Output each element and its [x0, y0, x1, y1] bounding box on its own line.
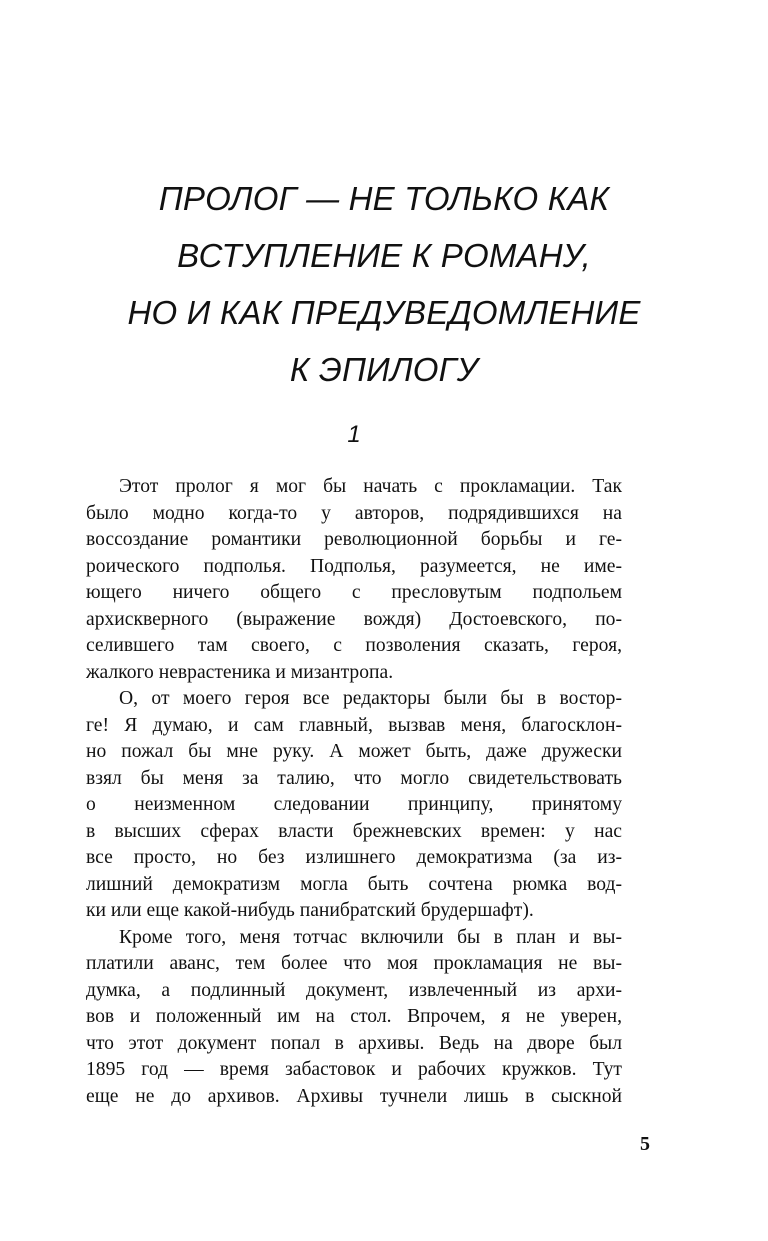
text-line: роического подполья. Подполья, разумеется, не име-: [86, 555, 622, 577]
text-line: архискверного (выражение вождя) Достоевского, по-: [86, 608, 622, 630]
text-line: лишний демократизм могла быть сочтена рюмка вод-: [86, 873, 622, 895]
text-line: О, от моего героя все редакторы были бы в востор-: [119, 688, 622, 709]
chapter-title-line: ПРОЛОГ — НЕ ТОЛЬКО КАК: [158, 180, 610, 217]
text-line: ки или еще какой-нибудь панибратский брудершафт).: [86, 900, 534, 921]
text-line: жалкого неврастеника и мизантропа.: [86, 661, 394, 683]
text-line: 1895 год — время забастовок и рабочих кружков. Тут: [86, 1059, 622, 1080]
text-line: селившего там своего, с позволения сказать, героя,: [86, 635, 622, 656]
chapter-title-line: ВСТУПЛЕНИЕ К РОМАНУ,: [177, 237, 591, 274]
text-line: еще не до архивов. Архивы тучнели лишь в сыскной: [86, 1085, 622, 1107]
chapter-title: [60, 170, 708, 398]
text-line: ге! Я думаю, и сам главный, вызвав меня, благосклон-: [86, 714, 622, 736]
paragraph: [86, 474, 622, 686]
chapter-title-line: НО И КАК ПРЕДУВЕДОМЛЕНИЕ: [127, 294, 641, 331]
text-line: взял бы меня за талию, что могло свидетельствовать: [86, 767, 622, 789]
text-line: все просто, но без излишнего демократизма (за из-: [86, 847, 622, 868]
text-line: о неизменном следовании принципу, принятому: [86, 794, 622, 815]
text-line: в высших сферах власти брежневских времен: у нас: [86, 820, 622, 842]
page-number: 5: [640, 1133, 650, 1155]
text-line: воссоздание романтики революционной борьбы и ге-: [86, 529, 622, 550]
section-number: 1: [347, 421, 361, 448]
text-line: Этот пролог я мог бы начать с прокламации. Так: [119, 476, 622, 497]
text-line: думка, а подлинный документ, извлеченный из архи-: [86, 979, 622, 1001]
body-text: [86, 474, 622, 1110]
text-line: ющего ничего общего с пресловутым подпольем: [86, 582, 622, 603]
text-line: платили аванс, тем более что моя прокламация не вы-: [86, 953, 622, 974]
text-line: вов и положенный им на стол. Впрочем, я не уверен,: [86, 1006, 622, 1027]
text-line: было модно когда-то у авторов, подрядившихся на: [86, 502, 622, 524]
paragraph: [86, 686, 622, 925]
paragraph: [86, 925, 622, 1111]
text-line: Кроме того, меня тотчас включили бы в план и вы-: [119, 926, 622, 948]
text-line: что этот документ попал в архивы. Ведь на дворе был: [86, 1032, 622, 1054]
chapter-title-line: К ЭПИЛОГУ: [289, 351, 479, 388]
text-line: но пожал бы мне руку. А может быть, даже дружески: [86, 741, 622, 762]
